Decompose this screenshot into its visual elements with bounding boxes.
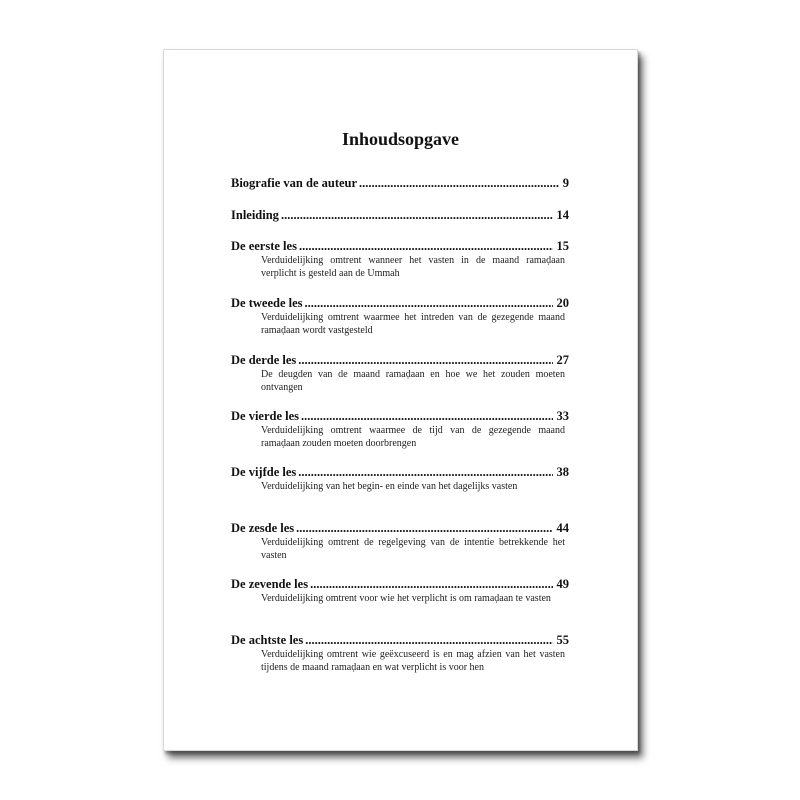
dot-leader — [359, 175, 559, 191]
toc-entry-title: De vierde les — [231, 409, 300, 423]
toc-entry-title: Inleiding — [231, 208, 279, 222]
dot-leader — [305, 632, 552, 648]
dot-leader — [305, 295, 553, 311]
toc-entry-description: Verduidelijking omtrent waarmee de tijd van de gezegende maand ramaḍaan zouden moeten doorbrengen — [261, 425, 565, 449]
toc-entry — [231, 175, 569, 191]
toc-entry-page: 14 — [556, 208, 569, 222]
toc-entry-title: De zevende les — [231, 577, 309, 591]
toc-entry-description: Verduidelijking omtrent waarmee het intreden van de gezegende maand ramaḍaan wordt vastgesteld — [261, 312, 565, 336]
toc-entry — [231, 238, 569, 280]
toc-entry-page: 20 — [556, 296, 569, 310]
toc-entry-description: Verduidelijking omtrent wie geëxcuseerd is en mag afzien van het vasten tijdens de maand ramaḍaan en wat verplicht is voor hen — [261, 649, 565, 673]
toc-entry-page: 49 — [556, 577, 569, 591]
toc-entry — [231, 520, 569, 562]
toc-entry — [231, 295, 569, 337]
dot-leader — [310, 576, 552, 592]
dot-leader — [298, 464, 552, 480]
toc-entry-page: 55 — [556, 633, 569, 647]
toc-entry — [231, 576, 569, 605]
dot-leader — [301, 408, 552, 424]
toc-entry-description: Verduidelijking van het begin- en einde van het dagelijks vasten — [261, 481, 518, 492]
toc-entry-title: Biografie van de auteur — [231, 176, 358, 190]
toc-entry-page: 27 — [556, 353, 569, 367]
toc-entry — [231, 632, 569, 674]
dot-leader — [299, 238, 553, 254]
toc-entry-description: Verduidelijking omtrent de regelgeving van de intentie betrekkende het vasten — [261, 537, 565, 561]
toc-entry — [231, 352, 569, 394]
toc-entry-page: 33 — [556, 409, 569, 423]
page-title: Inhoudsopgave — [341, 129, 460, 149]
toc-entry-page: 15 — [556, 239, 569, 253]
toc-entry-page: 38 — [556, 465, 569, 479]
toc-entry-description: De deugden van de maand ramaḍaan en hoe we het zouden moeten ontvangen — [261, 369, 565, 393]
book-page — [163, 49, 638, 751]
toc-entry-title: De tweede les — [231, 296, 303, 310]
toc-entry-title: De vijfde les — [231, 465, 297, 479]
toc-entry-title: De zesde les — [231, 521, 295, 535]
toc-entry-title: De derde les — [231, 353, 297, 367]
toc-entry-description: Verduidelijking omtrent voor wie het verplicht is om ramaḍaan te vasten — [261, 593, 551, 604]
dot-leader — [298, 352, 552, 368]
toc-entry-title: De achtste les — [231, 633, 304, 647]
dot-leader — [296, 520, 552, 536]
toc-entry-description: Verduidelijking omtrent wanneer het vasten in de maand ramaḍaan verplicht is gesteld aan de Ummah — [261, 255, 565, 279]
toc-entry-title: De eerste les — [231, 239, 297, 253]
toc-entry — [231, 207, 569, 223]
toc-entry-page: 44 — [556, 521, 569, 535]
toc-entry — [231, 464, 569, 493]
dot-leader — [281, 207, 553, 223]
toc-entry-page: 9 — [562, 176, 569, 190]
toc-entry — [231, 408, 569, 450]
